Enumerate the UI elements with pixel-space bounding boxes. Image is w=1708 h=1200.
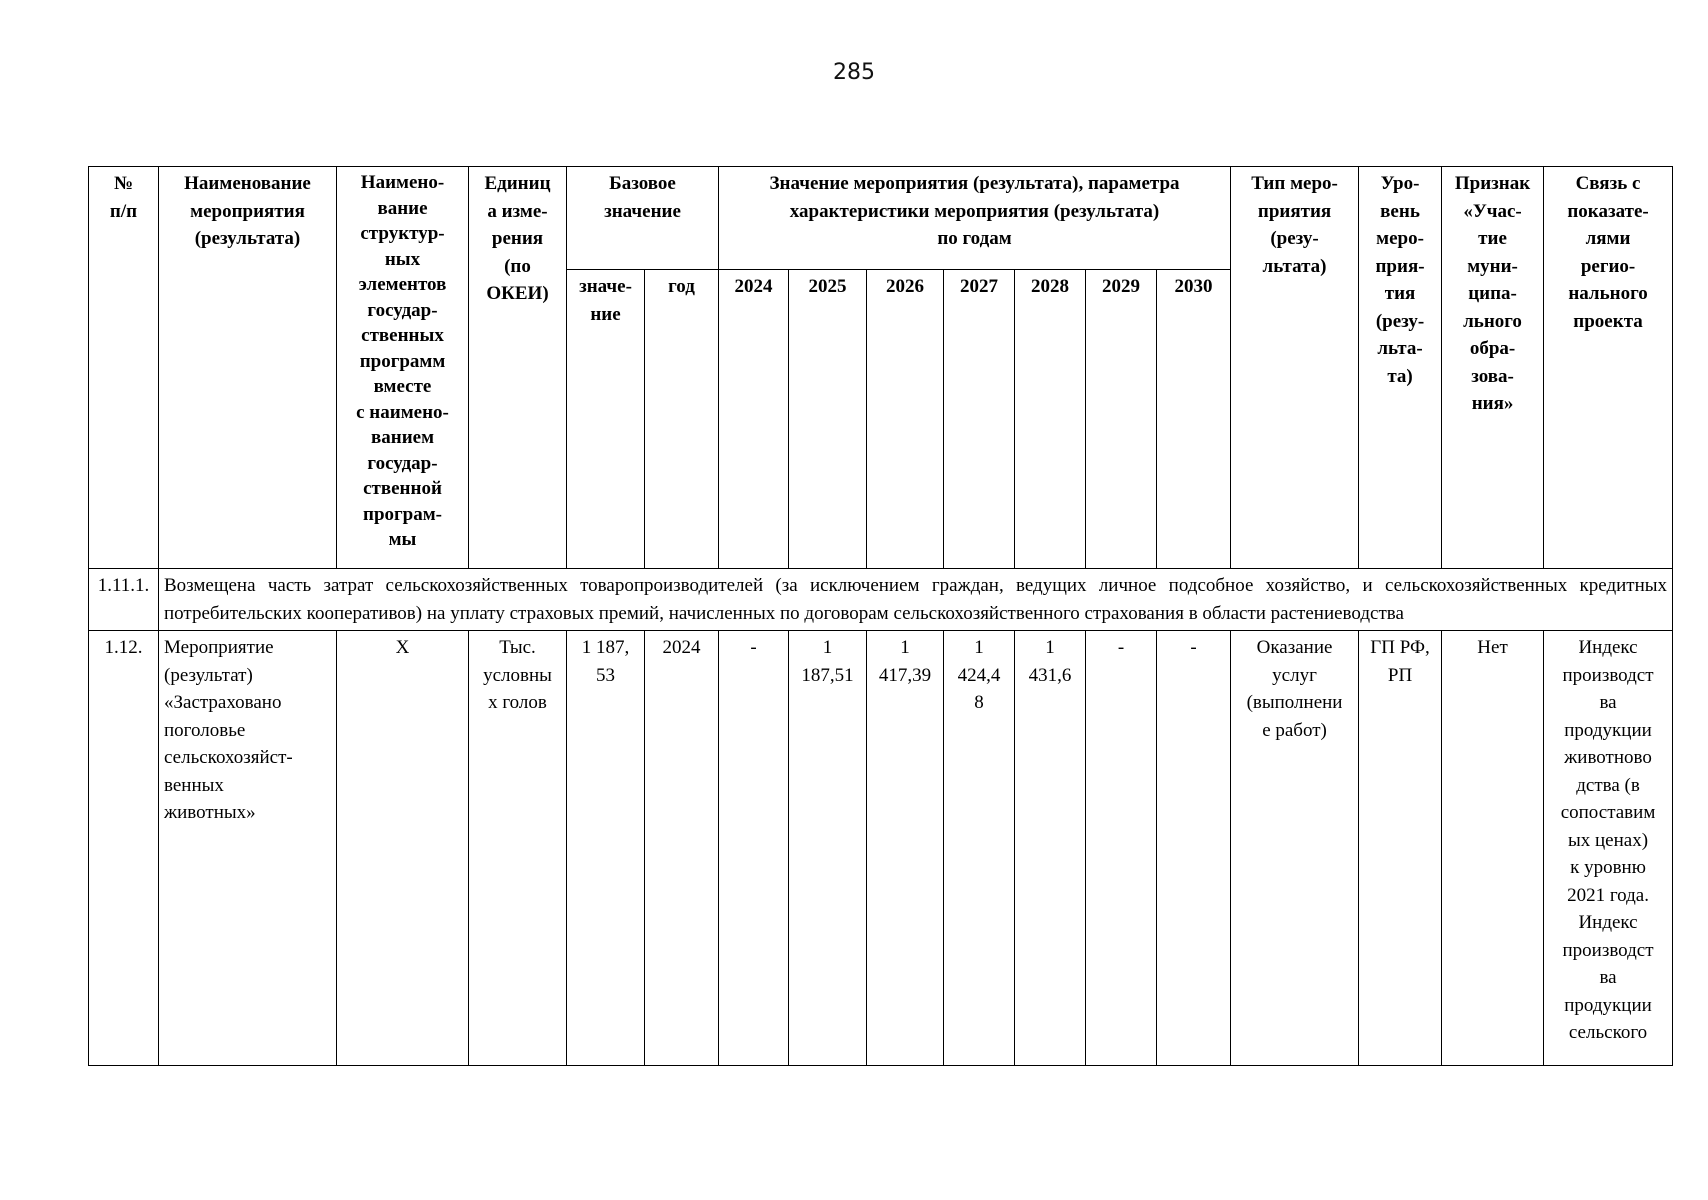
base-value: 1 187, 53 [567, 631, 645, 1066]
header-base: Базовое значение [567, 167, 719, 270]
municipal-participation: Нет [1442, 631, 1544, 1066]
value-2028: 1 431,6 [1015, 631, 1086, 1066]
measure-level: ГП РФ, РП [1359, 631, 1442, 1066]
header-base-year: год [645, 270, 719, 569]
header-row-1 [89, 167, 1673, 270]
row-description: Возмещена часть затрат сельскохозяйственных товаропроизводителей (за исключением граждан, ведущих личное подсобное хозяйство, и сельскохозяйственных кредитных потребительских кооперативов) на уплату страховых премий, начисленных по договорам сельскохозяйственного страхования в области растениеводства [159, 569, 1673, 631]
value-2024: - [719, 631, 789, 1066]
header-level: Уро- вень меро- прия- тия (резу- льта- та) [1359, 167, 1442, 569]
value-2025: 1 187,51 [789, 631, 867, 1066]
document-table [88, 166, 1673, 1066]
table-row-1-11-1 [89, 569, 1673, 631]
unit-of-measure: Тыс. условны х голов [469, 631, 567, 1066]
measure-name: Мероприятие (результат) «Застраховано поголовье сельскохозяйст- венных животных» [159, 631, 337, 1066]
header-year-2028: 2028 [1015, 270, 1086, 569]
value-2026: 1 417,39 [867, 631, 944, 1066]
header-year-2027: 2027 [944, 270, 1015, 569]
header-name: Наименование мероприятия (результата) [159, 167, 337, 569]
table-row-1-12 [89, 631, 1673, 1066]
row-number: 1.12. [89, 631, 159, 1066]
header-year-2024: 2024 [719, 270, 789, 569]
header-num: № п/п [89, 167, 159, 569]
structural-elements: X [337, 631, 469, 1066]
row-number: 1.11.1. [89, 569, 159, 631]
regional-project-link: Индекс производст ва продукции животново дства (в сопоставим ых ценах) к уровню 2021 года. Индекс производст ва продукции сельского [1544, 631, 1673, 1066]
header-year-2026: 2026 [867, 270, 944, 569]
value-2027: 1 424,4 8 [944, 631, 1015, 1066]
base-year: 2024 [645, 631, 719, 1066]
measure-type: Оказание услуг (выполнени е работ) [1231, 631, 1359, 1066]
header-municipal: Признак «Учас- тие муни- ципа- льного обра- зова- ния» [1442, 167, 1544, 569]
header-values-group: Значение мероприятия (результата), параметра характеристики мероприятия (результата) по годам [719, 167, 1231, 270]
page-number: 285 [833, 60, 875, 85]
header-year-2025: 2025 [789, 270, 867, 569]
header-base-value: значе- ние [567, 270, 645, 569]
header-link: Связь с показате- лями регио- нального проекта [1544, 167, 1673, 569]
header-type: Тип меро- приятия (резу- льтата) [1231, 167, 1359, 569]
header-year-2029: 2029 [1086, 270, 1157, 569]
header-unit: Единиц а изме- рения (по ОКЕИ) [469, 167, 567, 569]
value-2029: - [1086, 631, 1157, 1066]
header-struct: Наимено- вание структур- ных элементов государ- ственных программ вместе с наимено- ванием государ- ственной програм- мы [337, 167, 469, 569]
value-2030: - [1157, 631, 1231, 1066]
header-year-2030: 2030 [1157, 270, 1231, 569]
